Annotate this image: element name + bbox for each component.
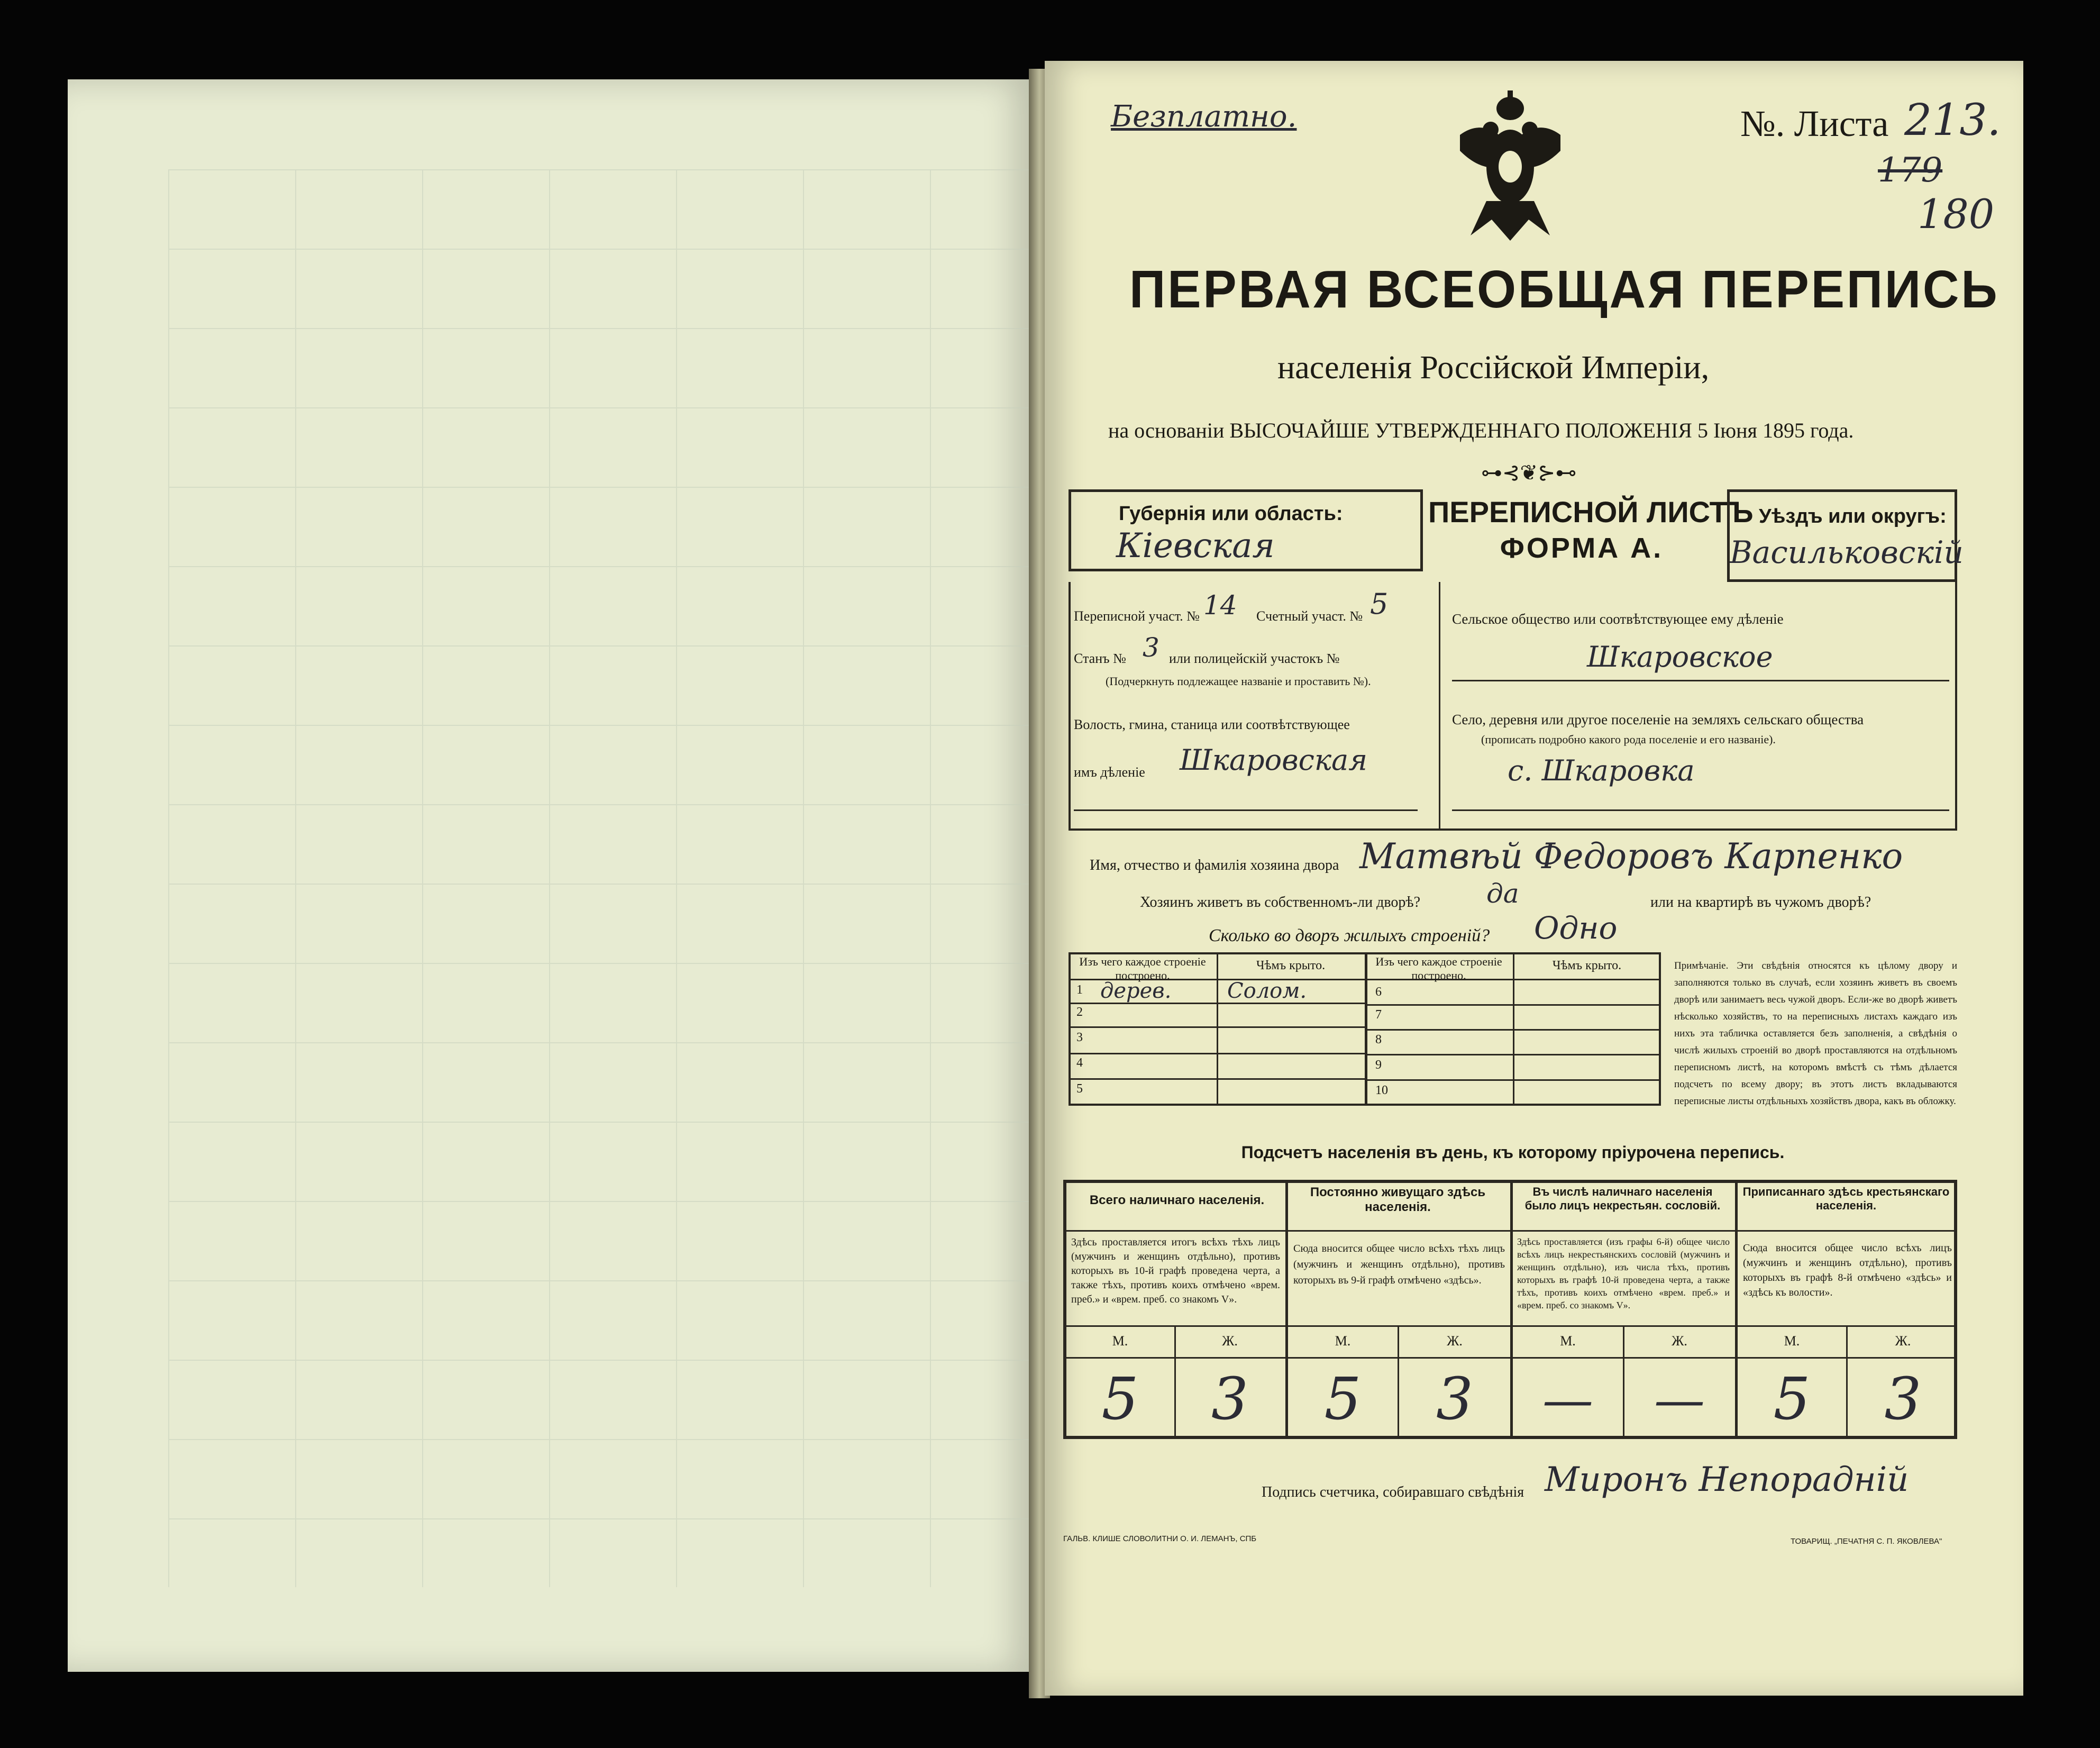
female-count: 3	[1436, 1365, 1473, 1433]
count-column-desc: Здѣсь проставляется итогъ всѣхъ тѣхъ лицъ (мужчинъ и женщинъ отдѣльно), противъ которыхъ въ 10-й графѣ проведена черта, а также тѣхъ, противъ коихъ отмѣчено «врем. преб.» и «врем. преб. со знакомъ V».	[1071, 1236, 1280, 1305]
printer-imprint-left: ГАЛЬВ. КЛИШЕ СЛОВОЛИТНИ О. И. ЛЕМАНЪ, СПБ	[1063, 1534, 1257, 1543]
village-line	[1452, 809, 1949, 811]
society-value: Шкаровское	[1587, 640, 1773, 673]
buildings-note: Примѣчаніе. Эти свѣдѣнія относятся къ цѣлому двору и заполняются только въ случаѣ, если хозяинъ живетъ въ своемъ дворѣ или занимаетъ весь чужой дворъ. Если-же во дворѣ живетъ нѣсколько хозяйствъ, то на переписныхъ листахъ каждаго изъ нихъ эта табличка оставляется безъ заполненія, а свѣдѣнія о числѣ жилыхъ строеній во дворѣ проставляются на отдѣльномъ переписномъ листѣ, на которомъ вмѣстѣ съ тѣмъ дѣлается подсчетъ по всему двору; въ этотъ листъ вкладываются переписные листы отдѣльныхъ хозяйствъ двора, какъ въ обложку.	[1674, 960, 1957, 1107]
village-value: с. Шкаровка	[1508, 754, 1695, 787]
form-title: ПЕРЕПИСНОЙ ЛИСТЪ	[1428, 495, 1754, 529]
male-count: 5	[1101, 1365, 1139, 1433]
census-district-value: 14	[1203, 590, 1237, 621]
ornament-divider: ⊶⊰❦⊱⊷	[1481, 461, 1577, 485]
buildings-count-value: Одно	[1534, 910, 1618, 946]
village-note: (прописать подробно какого рода поселеніе и его названіе).	[1481, 733, 1776, 746]
material-header-right: Изъ чего каждое строеніе построено.	[1375, 955, 1502, 982]
uezd-value: Васильковскій	[1730, 534, 1964, 570]
material-header-left: Изъ чего каждое строеніе построено.	[1079, 955, 1206, 982]
female-label: Ж.	[1447, 1333, 1463, 1349]
society-line	[1452, 680, 1949, 681]
volost-line	[1074, 809, 1418, 811]
village-label: Село, деревня или другое поселеніе на земляхъ сельскаго общества	[1452, 712, 1864, 727]
row-number: 8	[1375, 1033, 1382, 1046]
own-yard-value: да	[1486, 878, 1519, 909]
roof-header-left: Чѣмъ крыто.	[1256, 959, 1326, 972]
male-label: М.	[1784, 1333, 1800, 1349]
left-page-grid	[168, 169, 1036, 1587]
document-subtitle: населенія Россійской Имперіи,	[1277, 350, 1710, 386]
free-label: Безплатно.	[1111, 99, 1297, 134]
row-material: дерев.	[1100, 979, 1172, 1003]
row-line	[1365, 1079, 1661, 1081]
male-label: М.	[1335, 1333, 1351, 1349]
female-label: Ж.	[1222, 1333, 1238, 1349]
female-label: Ж.	[1672, 1333, 1687, 1349]
society-label: Сельское общество или соотвѣтствующее ему дѣленіе	[1452, 611, 1784, 627]
male-label: М.	[1560, 1333, 1576, 1349]
uezd-label: Уѣздъ или округъ:	[1759, 505, 1947, 527]
stan-label: Станъ №	[1074, 651, 1126, 666]
row-line	[1069, 1026, 1365, 1028]
male-count: 5	[1324, 1365, 1362, 1433]
form-type: ФОРМА А.	[1500, 532, 1664, 564]
underline-note: (Подчеркнуть подлежащее названіе и проставить №).	[1106, 675, 1371, 688]
row-line	[1365, 1004, 1661, 1006]
female-count: 3	[1884, 1365, 1922, 1433]
left-page	[68, 79, 1036, 1672]
male-count: 5	[1773, 1365, 1811, 1433]
row-roof: Солом.	[1227, 979, 1307, 1003]
roof-header-right: Чѣмъ крыто.	[1552, 959, 1622, 972]
female-label: Ж.	[1895, 1333, 1911, 1349]
row-number: 4	[1076, 1056, 1083, 1070]
row-number: 1	[1076, 983, 1083, 997]
female-count: 3	[1211, 1365, 1248, 1433]
count-column-head: Приписаннаго здѣсь крестьянскаго населенія.	[1742, 1185, 1950, 1212]
count-column-head: Въ числѣ наличнаго населенія было лицъ некрестьян. сословій.	[1524, 1185, 1721, 1212]
male-count: —	[1542, 1370, 1593, 1430]
imperial-eagle-icon	[1449, 87, 1571, 246]
stan-value: 3	[1143, 632, 1159, 663]
female-count: —	[1654, 1370, 1705, 1430]
volost-label-2: имъ дѣленіе	[1074, 764, 1145, 780]
population-count-title: Подсчетъ населенія въ день, къ которому пріурочена перепись.	[1241, 1143, 1785, 1162]
row-line	[1365, 1029, 1661, 1031]
row-number: 5	[1076, 1082, 1083, 1096]
page-number: 180	[1918, 190, 1995, 238]
count-column-head: Постоянно живущаго здѣсь населенія.	[1310, 1185, 1486, 1214]
buildings-count-label: Сколько во дворъ жилыхъ строеній?	[1209, 926, 1490, 945]
count-column-desc: Здѣсь проставляется (изъ графы 6-й) общее число всѣхъ лицъ некрестьянскихъ сословій (мужчинъ и женщинъ отдѣльно), изъ числа тѣхъ, противъ которыхъ въ графѣ 10-й проведена черта, а также тѣхъ, противъ коихъ отмѣчено «врем. преб.» и «врем. преб. со знакомъ V».	[1517, 1236, 1730, 1310]
police-district-label: или полицейскій участокъ №	[1169, 651, 1340, 666]
row-line	[1069, 1053, 1365, 1054]
row-line	[1069, 1078, 1365, 1080]
row-line	[1365, 1054, 1661, 1055]
enumerator-signature-label: Подпись счетчика, собиравшаго свѣдѣнія	[1262, 1484, 1524, 1500]
count-district-value: 5	[1370, 587, 1389, 621]
row-number: 10	[1375, 1084, 1388, 1097]
rent-label: или на квартирѣ въ чужомъ дворѣ?	[1650, 894, 1871, 911]
own-yard-label: Хозяинъ живетъ въ собственномъ-ли дворѣ?	[1140, 894, 1421, 911]
count-mf-line	[1063, 1357, 1957, 1359]
row-number: 2	[1076, 1005, 1083, 1019]
count-mf-divider	[1846, 1325, 1848, 1439]
count-column-desc: Сюда вносится общее число всѣхъ тѣхъ лицъ (мужчинъ и женщинъ отдѣльно), противъ которыхъ въ 9-й графѣ отмѣчено «здѣсь».	[1293, 1243, 1505, 1286]
sheet-number-value: 213.	[1904, 95, 2001, 145]
census-district-label: Переписной участ. №	[1074, 608, 1200, 624]
row-number: 9	[1375, 1058, 1382, 1072]
legal-basis: на основаніи ВЫСОЧАЙШЕ УТВЕРЖДЕННАГО ПОЛОЖЕНІЯ 5 Іюня 1895 года.	[1108, 418, 1854, 442]
count-district-label: Счетный участ. №	[1256, 608, 1363, 624]
enumerator-signature: Миронъ Непорадній	[1545, 1460, 1909, 1499]
document-title: ПЕРВАЯ ВСЕОБЩАЯ ПЕРЕПИСЬ	[1129, 260, 1999, 319]
gubernia-label: Губернія или область:	[1119, 503, 1343, 525]
count-column-head: Всего наличнаго населенія.	[1089, 1193, 1265, 1207]
printer-imprint-right: ТОВАРИЩ. „ПЕЧАТНЯ С. П. ЯКОВЛЕВА"	[1791, 1537, 1942, 1546]
gubernia-value: Кіевская	[1116, 526, 1275, 566]
volost-value: Шкаровская	[1180, 743, 1368, 777]
location-divider	[1439, 582, 1440, 831]
count-column-desc: Сюда вносится общее число всѣхъ лицъ (мужчинъ и женщинъ отдѣльно), противъ которыхъ въ графѣ 8-й отмѣчено «здѣсь» и «здѣсь къ волости».	[1743, 1242, 1952, 1298]
count-desc-line	[1063, 1325, 1957, 1327]
row-number: 6	[1375, 985, 1382, 999]
buildings-col-line	[1217, 952, 1218, 1106]
volost-label: Волость, гмина, станица или соотвѣтствующее	[1074, 717, 1350, 732]
sheet-number-label: №. Листа	[1740, 104, 1889, 144]
row-number: 7	[1375, 1008, 1382, 1022]
count-head-line	[1063, 1230, 1957, 1232]
old-page-number: 179	[1878, 151, 1943, 190]
row-line	[1069, 1003, 1365, 1004]
row-number: 3	[1076, 1031, 1083, 1044]
male-label: М.	[1112, 1333, 1128, 1349]
owner-name-label: Имя, отчество и фамилія хозяина двора	[1090, 857, 1339, 873]
owner-name-value: Матвѣй Федоровъ Карпенко	[1359, 836, 1903, 877]
